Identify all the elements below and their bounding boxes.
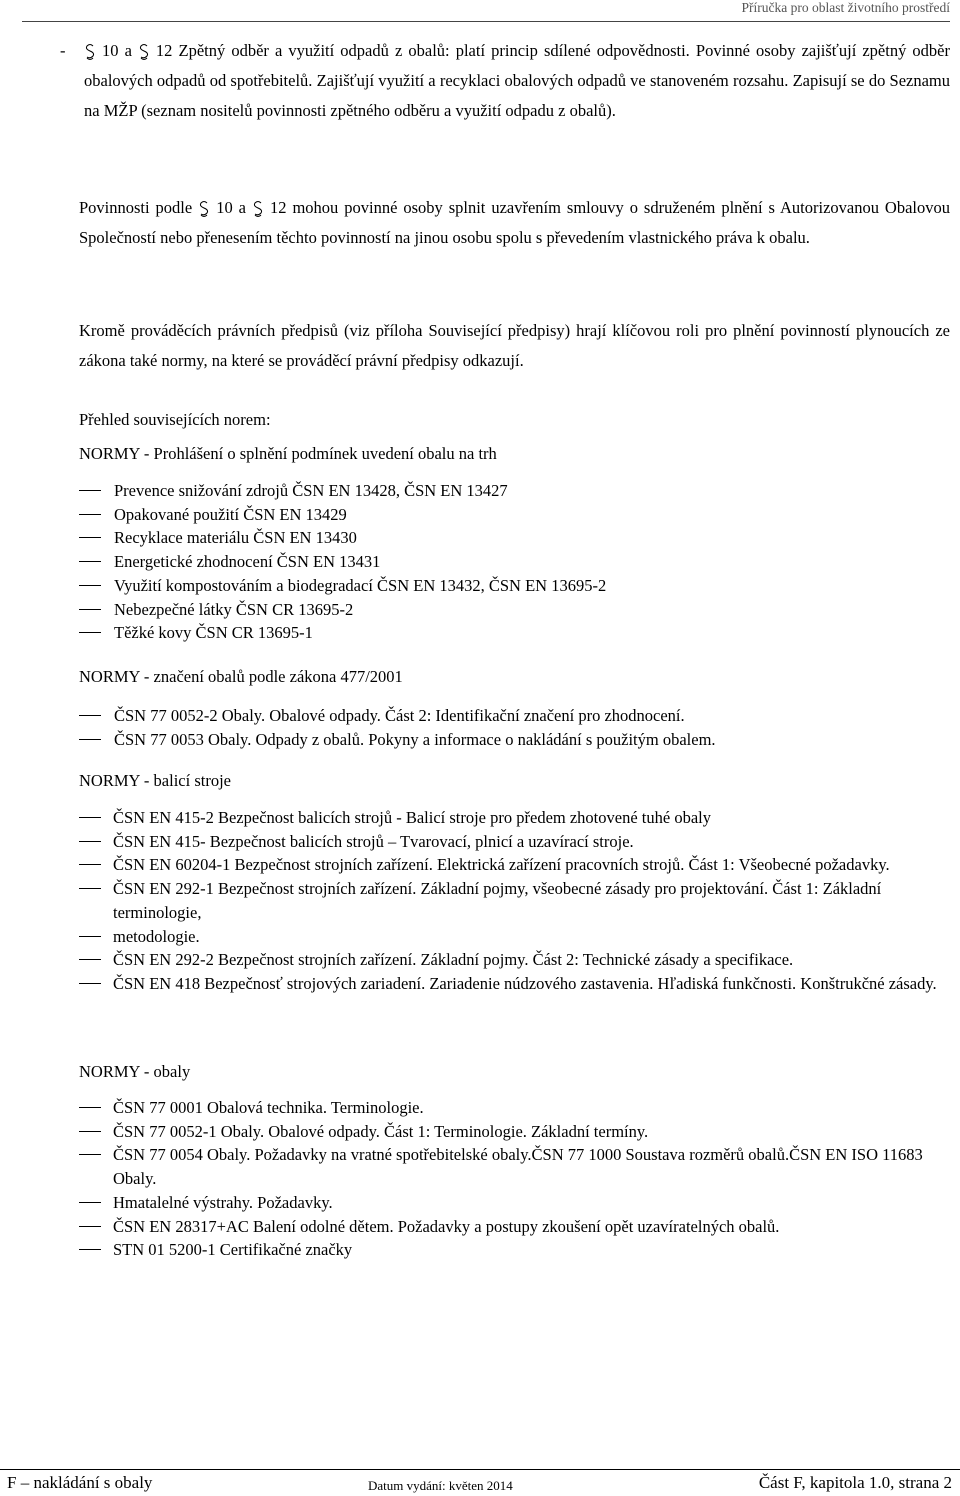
section-sign-icon — [138, 43, 150, 61]
list-item: Opakované použití ČSN EN 13429 — [79, 503, 950, 527]
standards-list-items — [79, 704, 950, 751]
standards-list — [79, 704, 950, 751]
standards-list — [79, 806, 950, 996]
section-title: NORMY - obaly — [79, 1062, 191, 1081]
list-item: ČSN 77 0053 Obaly. Odpady z obalů. Pokyny a informace o nakládání s použitým obalem. — [79, 728, 950, 752]
standards-list-items — [79, 806, 950, 996]
list-item: ČSN EN 292-1 Bezpečnost strojních zařízení. Základní pojmy, všeobecné zásady pro projektování. Část 1: Základní terminologie, — [79, 877, 950, 924]
list-item: ČSN 77 0054 Obaly. Požadavky na vratné spotřebitelské obaly.ČSN 77 1000 Soustava rozměrů obalů.ČSN EN ISO 11683 Obaly. — [79, 1143, 950, 1190]
paragraph-text: 10 a — [216, 198, 246, 217]
list-item: ČSN 77 0052-2 Obaly. Obalové odpady. Část 2: Identifikační značení pro zhodnocení. — [79, 704, 950, 728]
overview-title: Přehled souvisejících norem: — [79, 410, 271, 429]
standards-list-items — [79, 479, 950, 645]
list-item: Nebezpečné látky ČSN CR 13695-2 — [79, 598, 950, 622]
footer-date: Datum vydání: květen 2014 — [368, 1478, 513, 1493]
list-item: metodologie. — [79, 925, 950, 949]
list-item: Hmatalelné výstrahy. Požadavky. — [79, 1191, 950, 1215]
page-footer — [7, 1473, 952, 1495]
list-item: Recyklace materiálu ČSN EN 13430 — [79, 526, 950, 550]
footer-chapter: F – nakládání s obaly — [7, 1473, 153, 1492]
section-title: NORMY - balicí stroje — [79, 771, 231, 790]
running-header: Příručka pro oblast životního prostředí — [741, 0, 950, 15]
section-title: NORMY - Prohlášení o splnění podmínek uvedení obalu na trh — [79, 444, 497, 463]
paragraph-obligations — [79, 193, 950, 253]
list-item: ČSN EN 418 Bezpečnosť strojových zariadení. Zariadenie núdzového zastavenia. Hľadiská funkčnosti. Konštrukčné zásady. — [79, 972, 950, 996]
list-item: ČSN EN 415- Bezpečnost balicích strojů – Tvarovací, plnicí a uzavírací stroje. — [79, 830, 950, 854]
list-item: ČSN EN 28317+AC Balení odolné dětem. Požadavky a postupy zkoušení opět uzavíratelných obalů. — [79, 1215, 950, 1239]
intro-list-item — [60, 36, 950, 126]
list-dash: - — [60, 41, 66, 60]
intro-section-ref: 10 a — [102, 41, 132, 60]
list-item: ČSN EN 60204-1 Bezpečnost strojních zařízení. Elektrická zařízení pracovních strojů. Část 1: Všeobecné požadavky. — [79, 853, 950, 877]
list-item: STN 01 5200-1 Certifikačné značky — [79, 1238, 950, 1262]
list-item: Těžké kovy ČSN CR 13695-1 — [79, 621, 950, 645]
paragraph-text: Povinnosti podle — [79, 198, 193, 217]
paragraph-standards: Kromě prováděcích právních předpisů (viz příloha Související předpisy) hrají klíčovou roli pro plnění povinností plynoucích ze zákona také normy, na které se prováděcí právní předpisy odkazují. — [79, 321, 950, 371]
intro-text: 12 Zpětný odběr a využití odpadů z obalů: platí princip sdílené odpovědnosti. Povinné osoby zajišťují zpětný odběr obalových odpadů od spotřebitelů. Zajišťují využití a recyklaci obalových odpadů ve stanoveném rozsahu. Zapisují se do Seznamu na MŽP (seznam nositelů povinnosti zpětného odběru a využití odpadu z obalů). — [84, 41, 950, 121]
list-item: ČSN EN 292-2 Bezpečnost strojních zařízení. Základní pojmy. Část 2: Technické zásady a specifikace. — [79, 948, 950, 972]
footer-rule — [0, 1469, 960, 1470]
header-rule — [22, 21, 950, 22]
list-item: Využití kompostováním a biodegradací ČSN EN 13432, ČSN EN 13695-2 — [79, 574, 950, 598]
section-title: NORMY - značení obalů podle zákona 477/2001 — [79, 667, 403, 686]
standards-list — [79, 1096, 950, 1262]
list-item: ČSN 77 0001 Obalová technika. Terminologie. — [79, 1096, 950, 1120]
section-sign-icon — [198, 200, 210, 218]
list-item: Energetické zhodnocení ČSN EN 13431 — [79, 550, 950, 574]
paragraph-text: 12 mohou povinné osoby splnit uzavřením smlouvy o sdruženém plnění s Autorizovanou Obalovou Společností nebo přenesením těchto povinností na jinou osobu spolu s převedením vlastnického práva k obalu. — [79, 198, 950, 248]
footer-page-number: Část F, kapitola 1.0, strana 2 — [758, 1473, 952, 1492]
section-sign-icon — [252, 200, 264, 218]
list-item: ČSN 77 0052-1 Obaly. Obalové odpady. Část 1: Terminologie. Základní termíny. — [79, 1120, 950, 1144]
standards-list-items — [79, 1096, 950, 1262]
list-item: ČSN EN 415-2 Bezpečnost balicích strojů - Balicí stroje pro předem zhotovené tuhé obaly — [79, 806, 950, 830]
list-item: Prevence snižování zdrojů ČSN EN 13428, ČSN EN 13427 — [79, 479, 950, 503]
section-sign-icon — [84, 43, 96, 61]
standards-list — [79, 479, 950, 645]
